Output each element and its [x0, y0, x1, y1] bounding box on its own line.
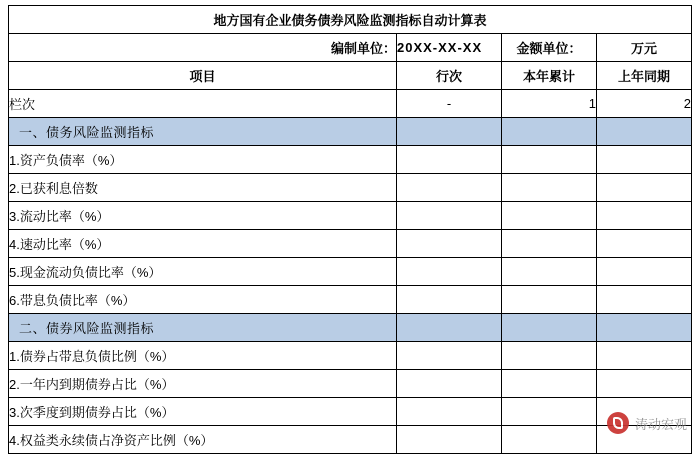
row-current — [502, 370, 597, 398]
row-line-no — [397, 370, 502, 398]
row-line-no — [397, 398, 502, 426]
row-label: 一、债务风险监测指标 — [9, 118, 397, 146]
row-label: 6.带息负债比率（%） — [9, 286, 397, 314]
table-row — [9, 258, 692, 286]
row-current — [502, 398, 597, 426]
watermark-label: 涛动宏观 — [634, 416, 687, 432]
table-body — [9, 118, 692, 454]
column-index-current: 1 — [502, 90, 597, 118]
section-row — [9, 314, 692, 342]
row-line-no — [397, 118, 502, 146]
row-label: 2.一年内到期债券占比（%） — [9, 370, 397, 398]
row-current — [502, 314, 597, 342]
row-current — [502, 202, 597, 230]
row-previous — [597, 174, 692, 202]
section-row — [9, 118, 692, 146]
row-current — [502, 426, 597, 454]
row-line-no — [397, 286, 502, 314]
row-previous — [597, 314, 692, 342]
row-current — [502, 342, 597, 370]
row-previous — [597, 370, 692, 398]
row-previous — [597, 342, 692, 370]
spreadsheet — [8, 5, 691, 454]
table-row — [9, 426, 692, 454]
row-previous — [597, 146, 692, 174]
row-label: 3.流动比率（%） — [9, 202, 397, 230]
column-index-label: 栏次 — [9, 90, 397, 118]
row-previous — [597, 118, 692, 146]
row-label: 1.资产负债率（%） — [9, 146, 397, 174]
row-line-no — [397, 314, 502, 342]
table-row — [9, 202, 692, 230]
meta-row — [9, 34, 692, 62]
report-table — [8, 5, 692, 454]
row-current — [502, 118, 597, 146]
period-value: 20XX-XX-XX — [397, 34, 502, 62]
page-title: 地方国有企业债务债券风险监测指标自动计算表 — [9, 6, 692, 34]
row-previous — [597, 286, 692, 314]
column-index-row — [9, 90, 692, 118]
row-line-no — [397, 202, 502, 230]
row-previous — [597, 258, 692, 286]
row-current — [502, 174, 597, 202]
seal-icon — [607, 412, 629, 434]
row-previous — [597, 230, 692, 258]
row-label: 4.权益类永续债占净资产比例（%） — [9, 426, 397, 454]
row-line-no — [397, 426, 502, 454]
row-line-no — [397, 258, 502, 286]
row-line-no — [397, 230, 502, 258]
row-line-no — [397, 342, 502, 370]
row-current — [502, 258, 597, 286]
table-row — [9, 230, 692, 258]
table-row — [9, 370, 692, 398]
row-label: 1.债券占带息负债比例（%） — [9, 342, 397, 370]
row-label: 二、债券风险监测指标 — [9, 314, 397, 342]
column-header-current: 本年累计 — [502, 62, 597, 90]
table-row — [9, 342, 692, 370]
column-header-item: 项目 — [9, 62, 397, 90]
unit-label: 编制单位： — [9, 34, 397, 62]
row-current — [502, 286, 597, 314]
amount-unit-label: 金额单位： — [502, 34, 597, 62]
table-row — [9, 286, 692, 314]
row-line-no — [397, 174, 502, 202]
column-index-line: - — [397, 90, 502, 118]
row-label: 5.现金流动负债比率（%） — [9, 258, 397, 286]
column-header-line: 行次 — [397, 62, 502, 90]
header-row — [9, 62, 692, 90]
row-current — [502, 146, 597, 174]
row-previous — [597, 202, 692, 230]
table-row — [9, 146, 692, 174]
row-label: 4.速动比率（%） — [9, 230, 397, 258]
column-header-previous: 上年同期 — [597, 62, 692, 90]
amount-unit-value: 万元 — [597, 34, 692, 62]
table-row — [9, 398, 692, 426]
row-label: 2.已获利息倍数 — [9, 174, 397, 202]
table-row — [9, 174, 692, 202]
row-current — [502, 230, 597, 258]
title-row — [9, 6, 692, 34]
row-line-no — [397, 146, 502, 174]
row-label: 3.次季度到期债券占比（%） — [9, 398, 397, 426]
watermark — [607, 412, 687, 434]
column-index-previous: 2 — [597, 90, 692, 118]
